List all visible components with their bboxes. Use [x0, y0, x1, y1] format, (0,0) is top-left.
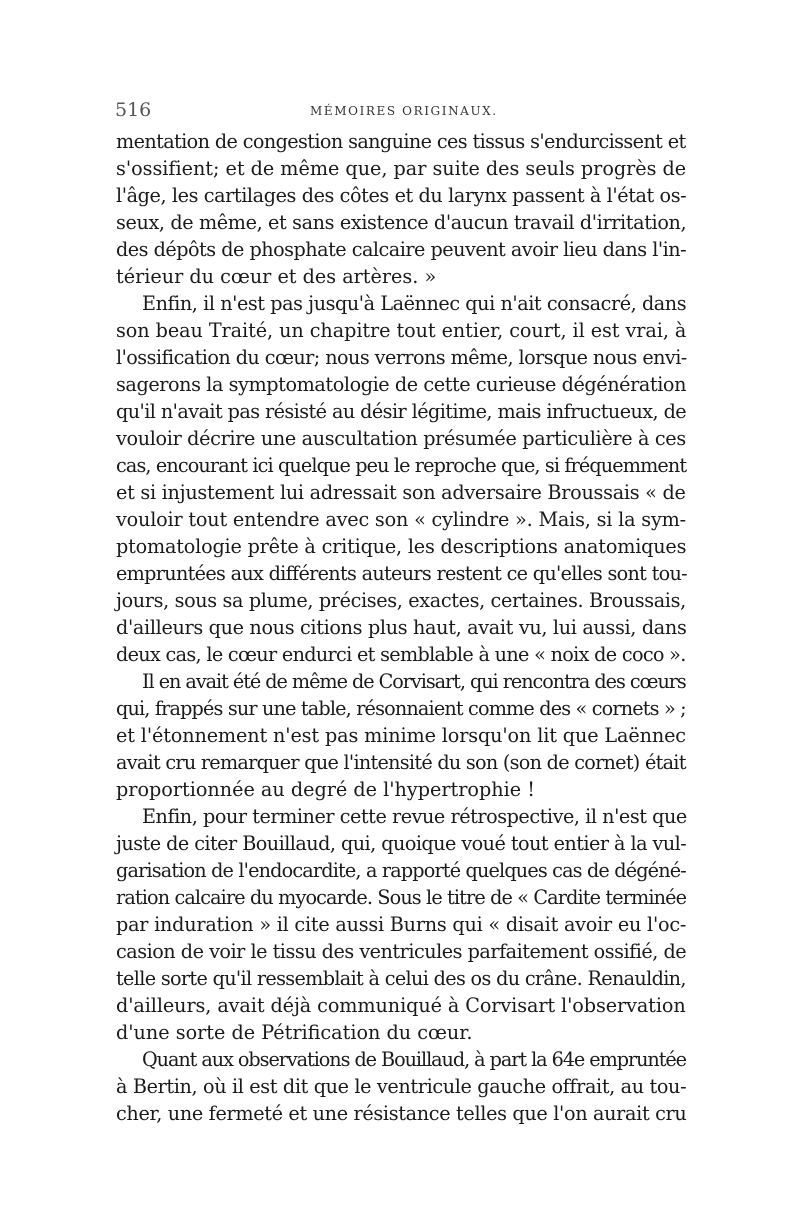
text-line: par induration » il cite aussi Burns qui « disait avoir eu l'oc- — [116, 913, 687, 936]
page-number: 516 — [115, 99, 152, 121]
text-line: vouloir décrire une auscultation présumée particulière à ces — [116, 427, 686, 450]
body-text — [116, 128, 686, 1127]
text-line: deux cas, le cœur endurci et semblable à une « noix de coco ». — [116, 643, 686, 666]
text-line: sagerons la symptomatologie de cette curieuse dégénération — [116, 373, 687, 396]
text-line: Il en avait été de même de Corvisart, qui rencontra des cœurs — [142, 670, 686, 693]
text-line: à Bertin, où il est dit que le ventricule gauche offrait, au tou- — [116, 1075, 687, 1098]
text-line: l'ossification du cœur; nous verrons même, lorsque nous envi- — [116, 346, 687, 369]
text-line: et l'étonnement n'est pas minime lorsqu'on lit que Laënnec — [116, 724, 686, 747]
text-line: l'âge, les cartilages des côtes et du larynx passent à l'état os- — [116, 184, 687, 207]
text-line: et si injustement lui adressait son adversaire Broussais « de — [116, 481, 686, 504]
text-line: des dépôts de phosphate calcaire peuvent avoir lieu dans l'in- — [116, 238, 687, 261]
text-line: juste de citer Bouillaud, qui, quoique voué tout entier à la vul- — [116, 832, 687, 855]
text-line: ration calcaire du myocarde. Sous le titre de « Cardite terminée — [116, 886, 687, 909]
text-line: d'ailleurs, avait déjà communiqué à Corvisart l'observation — [116, 994, 686, 1017]
text-line: vouloir tout entendre avec son « cylindre ». Mais, si la sym- — [116, 508, 686, 531]
running-head: MÉMOIRES ORIGINAUX. — [310, 104, 498, 118]
text-line: son beau Traité, un chapitre tout entier, court, il est vrai, à — [116, 319, 687, 342]
text-line: Enfin, il n'est pas jusqu'à Laënnec qui n'ait consacré, dans — [142, 292, 687, 315]
text-line: mentation de congestion sanguine ces tissus s'endurcissent et — [116, 130, 686, 153]
text-line: Quant aux observations de Bouillaud, à part la 64e empruntée — [142, 1048, 686, 1071]
text-line: térieur du cœur et des artères. » — [116, 265, 437, 288]
text-line: empruntées aux différents auteurs restent ce qu'elles sont tou- — [116, 562, 687, 585]
text-line: garisation de l'endocardite, a rapporté quelques cas de dégéné- — [116, 859, 686, 882]
text-line: telle sorte qu'il ressemblait à celui des os du crâne. Renauldin, — [116, 967, 686, 990]
text-line: Enfin, pour terminer cette revue rétrospective, il n'est que — [142, 805, 687, 828]
text-line: avait cru remarquer que l'intensité du son (son de cornet) était — [116, 751, 686, 774]
text-line: d'une sorte de Pétrification du cœur. — [116, 1021, 473, 1044]
text-line: qu'il n'avait pas résisté au désir légitime, mais infructueux, de — [116, 400, 687, 423]
text-line: seux, de même, et sans existence d'aucun travail d'irritation, — [116, 211, 687, 234]
text-line: jours, sous sa plume, précises, exactes, certaines. Broussais, — [116, 589, 686, 612]
page-header — [115, 99, 685, 129]
text-line: qui, frappés sur une table, résonnaient comme des « cornets » ; — [116, 697, 686, 720]
text-line: cher, une fermeté et une résistance telles que l'on aurait cru — [116, 1102, 687, 1125]
text-line: ptomatologie prête à critique, les descriptions anatomiques — [116, 535, 687, 558]
text-line: casion de voir le tissu des ventricules parfaitement ossifié, de — [116, 940, 687, 963]
text-line: cas, encourant ici quelque peu le reproche que, si fréquemment — [116, 454, 687, 477]
text-line: s'ossifient; et de même que, par suite des seuls progrès de — [116, 157, 687, 180]
text-line: d'ailleurs que nous citions plus haut, avait vu, lui aussi, dans — [116, 616, 687, 639]
text-line: proportionnée au degré de l'hypertrophie ! — [116, 778, 535, 801]
